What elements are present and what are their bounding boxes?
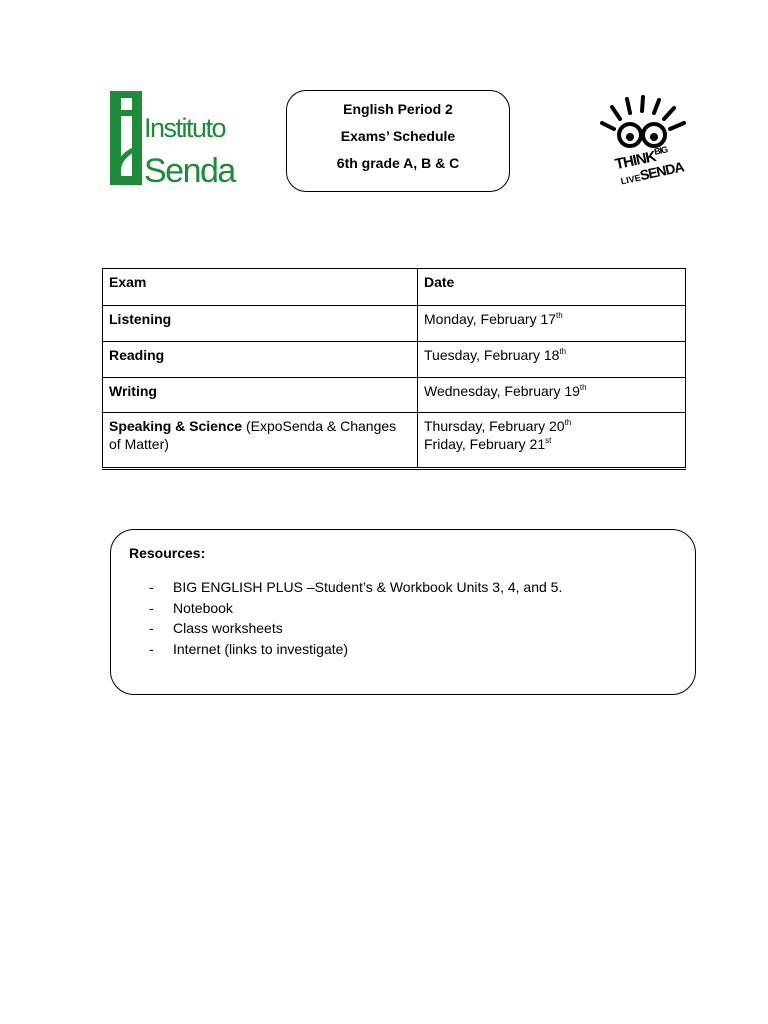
instituto-senda-logo [109,90,235,190]
date-cell [418,378,686,413]
exam-name: Writing [109,383,157,399]
table-row [103,378,686,413]
title-line-2: Exams’ Schedule [340,128,456,144]
date-text: Wednesday, February 19 [424,383,580,399]
bullet-dash: - [149,640,154,657]
table-row [103,342,686,378]
header-date: Date [418,269,686,306]
logo-right-think: THINK [613,148,658,174]
date-text: Thursday, February 20 [424,418,565,434]
table-header-row [103,269,686,306]
title-line-3: 6th grade A, B & C [336,155,460,171]
list-item [149,639,562,660]
date-suffix: th [579,383,587,392]
table-row [103,413,686,469]
date-suffix-2: st [545,436,552,445]
date-cell [418,413,686,469]
exam-name: Reading [109,347,165,363]
resource-text: BIG ENGLISH PLUS –Student’s & Workbook Units 3, 4, and 5. [173,579,563,595]
logo-left-line2: Senda [144,152,235,190]
date-suffix: th [556,311,563,320]
bullet-dash: - [149,620,154,636]
title-box [286,90,510,192]
list-item [149,618,562,639]
resources-box [110,529,696,695]
list-item [149,577,562,598]
resource-text: Class worksheets [173,620,283,636]
date-text: Monday, February 17 [424,311,557,327]
resources-list [149,577,562,659]
exam-name: Speaking & Science [109,418,243,434]
bullet-dash: - [149,599,154,616]
exam-detail: (ExpoSenda & Changes of Matter) [109,418,397,452]
bullet-dash: - [149,579,154,595]
exam-name: Listening [109,311,172,327]
date-suffix: th [564,418,572,427]
date-cell [418,306,686,342]
date-cell [418,342,686,378]
table-row [103,306,686,342]
logo-right-big: BIG [653,144,669,157]
exam-cell [103,306,418,342]
list-item [149,598,562,619]
exam-cell [103,342,418,378]
date-text: Tuesday, February 18 [424,347,560,363]
think-big-live-senda-logo [600,95,692,187]
resource-text: Notebook [173,599,233,616]
date-suffix: th [559,347,567,356]
resource-text: Internet (links to investigate) [173,640,349,657]
exam-cell [103,413,418,469]
logo-right-senda: SENDA [638,158,685,184]
logo-right-live: LIVE [619,172,642,187]
header-exam: Exam [103,269,418,306]
logo-left-line1: Instituto [144,113,226,143]
exam-schedule-table [102,268,686,470]
date-text-2: Friday, February 21 [424,436,546,452]
exam-cell [103,378,418,413]
resources-title: Resources: [129,545,206,561]
title-line-1: English Period 2 [343,101,453,117]
